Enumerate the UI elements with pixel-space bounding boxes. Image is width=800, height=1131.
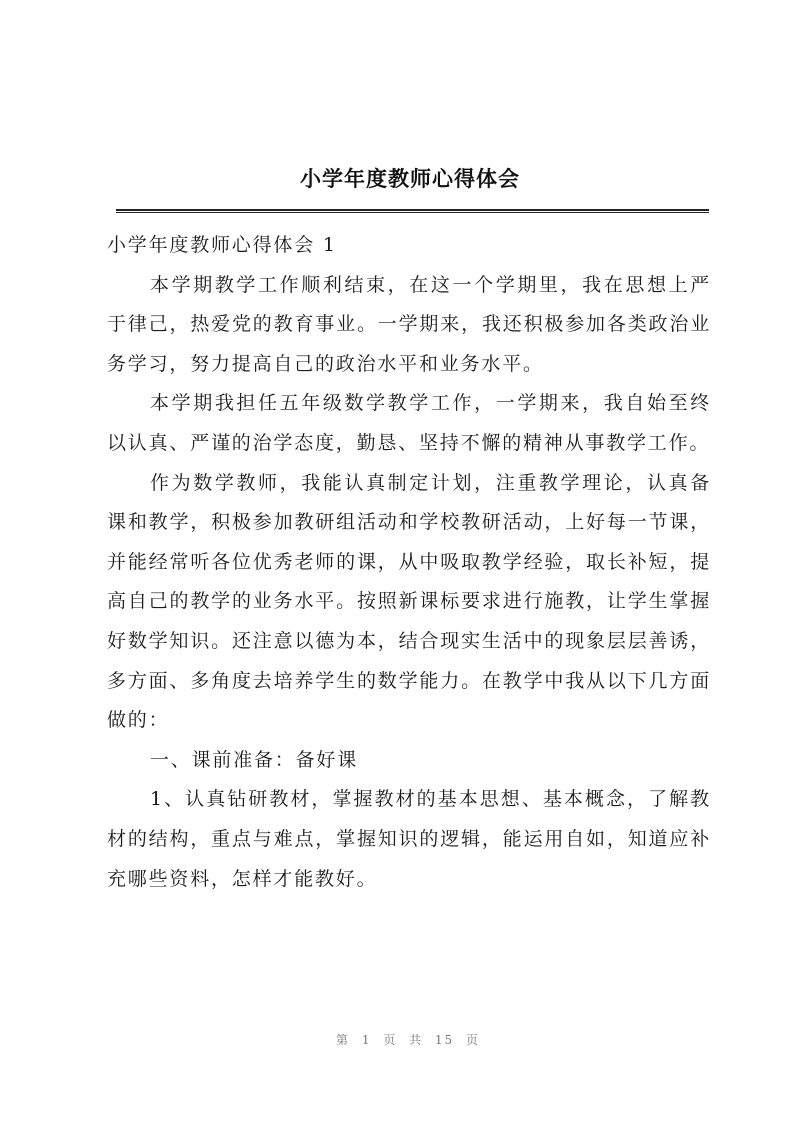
paragraph: 本学期教学工作顺利结束，在这一个学期里，我在思想上严于律己，热爱党的教育事业。一学期来，我还积极参加各类政治业务学习，努力提高自己的政治水平和业务水平。 — [107, 273, 711, 375]
section-heading: 小学年度教师心得体会 1 — [107, 234, 337, 256]
title-divider — [116, 209, 709, 213]
document-body — [107, 226, 711, 899]
paragraph: 本学期我担任五年级数学教学工作，一学期来，我自始至终以认真、严谨的治学态度，勤恳、坚持不懈的精神从事教学工作。 — [107, 392, 711, 454]
paragraph: 作为数学教师，我能认真制定计划，注重教学理论，认真备课和教学，积极参加教研组活动和学校教研活动，上好每一节课，并能经常听各位优秀老师的课，从中吸取教学经验，取长补短，提高自己的教学的业务水平。按照新课标要求进行施教，让学生掌握好数学知识。还注意以德为本，结合现实生活中的现象层层善诱，多方面、多角度去培养学生的数学能力。在教学中我从以下几方面做的： — [107, 471, 711, 732]
paragraph: 1、认真钻研教材，掌握教材的基本思想、基本概念，了解教材的结构，重点与难点，掌握知识的逻辑，能运用自如，知道应补充哪些资料，怎样才能教好。 — [107, 788, 711, 890]
document-title: 小学年度教师心得体会 — [300, 167, 520, 191]
page-number-footer: 第 1 页 共 15 页 — [336, 1033, 480, 1047]
subsection-heading: 一、课前准备：备好课 — [150, 748, 359, 771]
